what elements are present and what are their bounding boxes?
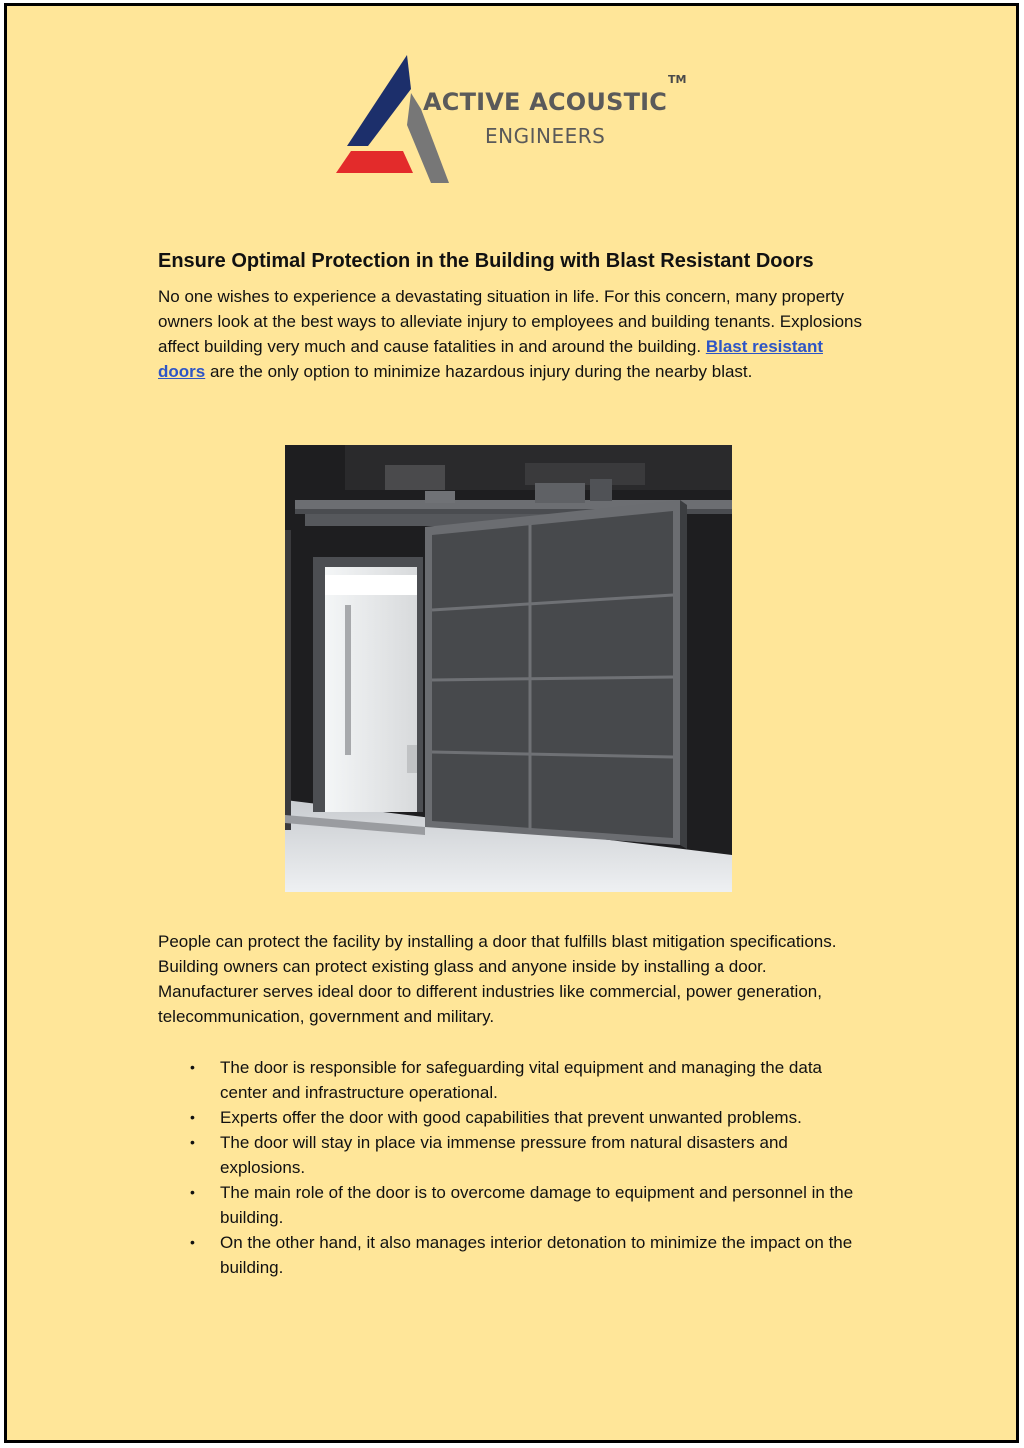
bullet-icon: • bbox=[190, 1134, 195, 1150]
list-item bbox=[190, 1055, 868, 1105]
list-item-text: Experts offer the door with good capabilities that prevent unwanted problems. bbox=[220, 1108, 802, 1127]
document-page bbox=[4, 3, 1019, 1443]
intro-paragraph bbox=[158, 284, 868, 384]
bullet-icon: • bbox=[190, 1109, 195, 1125]
blast-door-photo bbox=[285, 445, 732, 892]
bullet-icon: • bbox=[190, 1234, 195, 1250]
body-paragraph: People can protect the facility by installing a door that fulfills blast mitigation specifications. Building owners can protect existing glass and anyone inside by installing a door. Manufacturer serves ideal door to different industries like commercial, power generation, telecommunication, government and military. bbox=[158, 932, 837, 1026]
intro-section bbox=[158, 246, 868, 384]
intro-text-end: are the only option to minimize hazardous injury during the nearby blast. bbox=[205, 362, 753, 381]
list-item bbox=[190, 1130, 868, 1180]
logo-triangle-icon bbox=[323, 51, 453, 187]
list-item-text: On the other hand, it also manages interior detonation to minimize the impact on the building. bbox=[220, 1233, 853, 1277]
list-item bbox=[190, 1230, 868, 1280]
sliding-door-image-icon bbox=[285, 445, 732, 892]
logo-title: ACTIVE ACOUSTIC bbox=[423, 88, 668, 116]
feature-list bbox=[158, 1055, 868, 1280]
logo-subtitle: ENGINEERS bbox=[485, 124, 606, 148]
bullet-icon: • bbox=[190, 1184, 195, 1200]
list-item bbox=[190, 1180, 868, 1230]
list-item-text: The main role of the door is to overcome damage to equipment and personnel in the building. bbox=[220, 1183, 854, 1227]
bullet-icon: • bbox=[190, 1059, 195, 1075]
company-logo bbox=[323, 51, 693, 191]
trademark-mark: TM bbox=[668, 73, 687, 86]
list-item-text: The door is responsible for safeguarding vital equipment and managing the data center and infrastructure operational. bbox=[220, 1058, 822, 1102]
blast-resistant-doors-link[interactable]: Blast resistant doors bbox=[158, 337, 823, 381]
list-item bbox=[190, 1105, 868, 1130]
article-title: Ensure Optimal Protection in the Building with Blast Resistant Doors bbox=[158, 250, 814, 272]
intro-text-start: No one wishes to experience a devastating situation in life. For this concern, many property owners look at the best ways to alleviate injury to employees and building tenants. Explosions affect building very much and cause fatalities in and around the building. bbox=[158, 287, 863, 356]
list-item-text: The door will stay in place via immense pressure from natural disasters and explosions. bbox=[220, 1133, 788, 1177]
